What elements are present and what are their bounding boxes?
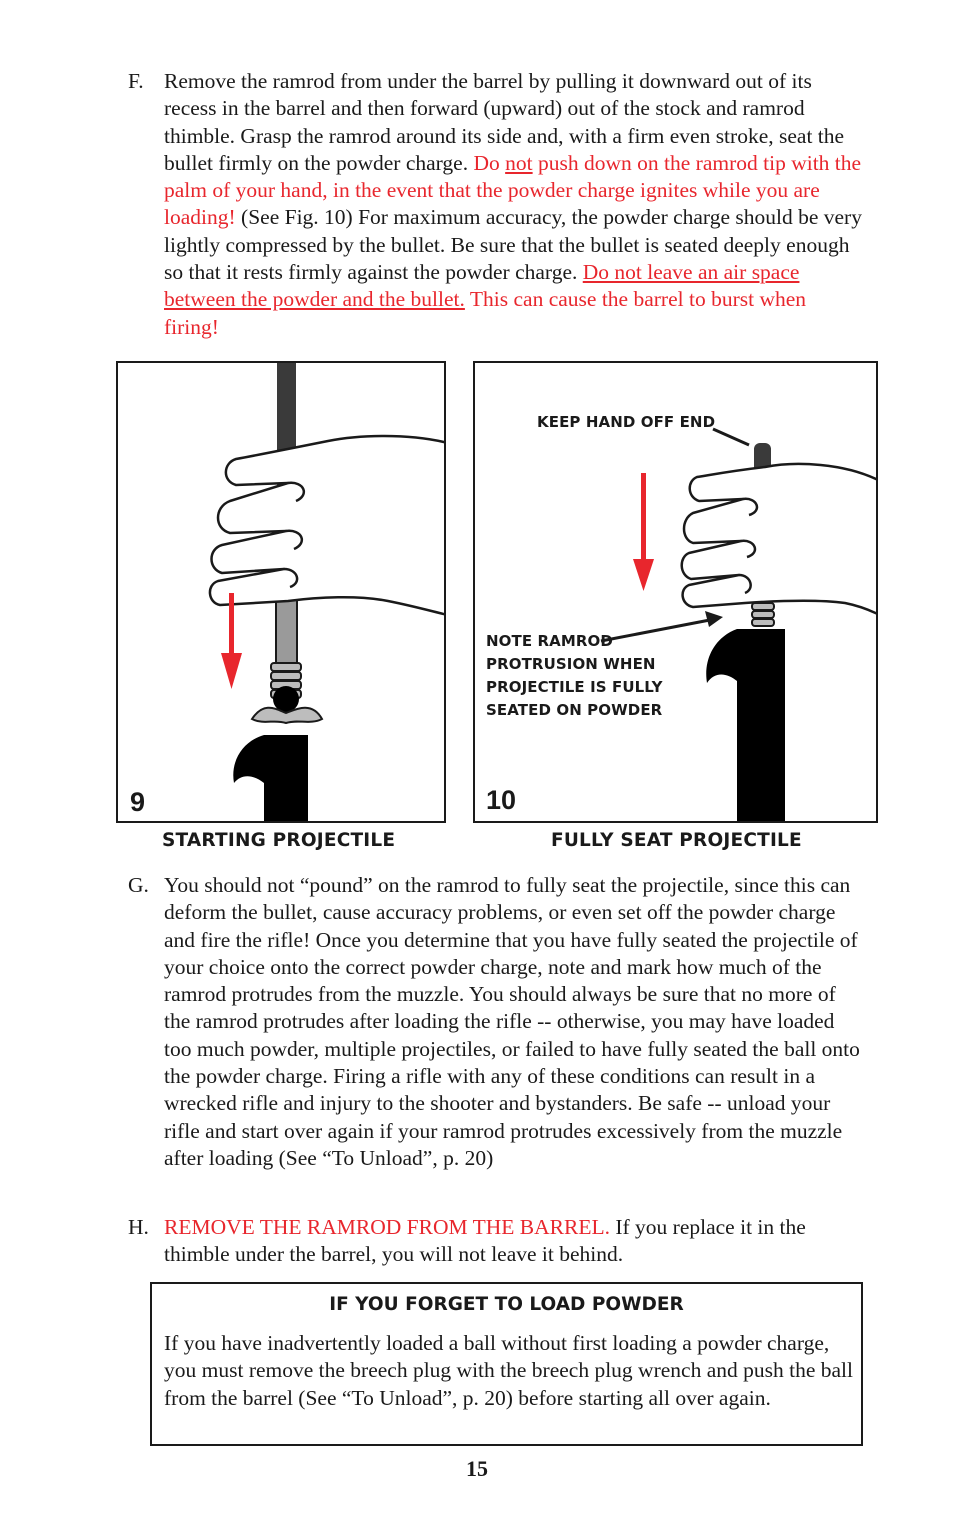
warning-palm-a: Do xyxy=(473,150,500,175)
leader-arrowhead-icon xyxy=(705,611,723,627)
callout-note-protrusion xyxy=(486,630,663,722)
paragraph-g-body: You should not “pound” on the ramrod to fully seat the projectile, since this can deform the bullet, cause accuracy problems, or even set off the powder charge and fire the rifle! Once you determine that you have fully seated the projectile of your choice onto the correct powder charge, note and mark how much of the ramrod protrudes from the muzzle. You should always be sure that no more of the ramrod protrudes after loading the rifle -- otherwise, you may have loaded too much powder, multiple projectiles, or failed to have fully seated the ball onto the powder charge. Firing a rifle with any of these conditions can result in a wrecked rifle and injury to the shooter and bystanders. Be safe -- unload your rifle and start over again if your ramrod protrudes excessively from the muzzle after loading (See “To Unload”, p. 20) xyxy=(164,873,860,1170)
item-letter-f: F. xyxy=(128,69,144,93)
notice-body: If you have inadvertently loaded a ball without first loading a powder charge, you must remove the breech plug with the breech plug wrench and push the ball from the barrel (See “To Unload”, p. 20) before starting all over again. xyxy=(164,1331,853,1410)
down-arrow-icon xyxy=(221,593,242,689)
callout-keep-hand-off: KEEP HAND OFF END xyxy=(537,413,716,431)
page-number: 15 xyxy=(466,1456,488,1481)
paragraph-g xyxy=(128,872,863,1172)
text-f-1: Remove the ramrod from under the barrel by pulling it downward out of its recess in the barrel and then forward (upward) out of the stock and ramrod thimble. Grasp the ramrod around its side and, with a firm even stroke, seat the bullet firmly on the powder charge. xyxy=(164,69,845,175)
hand-icon xyxy=(682,464,878,615)
leader-line-top-icon xyxy=(713,429,749,445)
ramrod-thread-icon xyxy=(752,603,774,626)
text-f-2: (See Fig. 10) For maximum accuracy, the powder charge should be very lightly compressed by the bullet. Be sure that the bullet is seated deeply enough so that it rests firmly against the powder charge. xyxy=(164,205,862,285)
barrel-muzzle-icon xyxy=(706,629,785,823)
callout-line: PROJECTILE IS FULLY xyxy=(486,678,663,696)
figure-9-illustration xyxy=(118,363,446,823)
callout-line: PROTRUSION WHEN xyxy=(486,655,656,673)
figure-10-number: 10 xyxy=(486,785,517,815)
paragraph-f xyxy=(128,68,863,341)
callout-line: NOTE RAMROD xyxy=(486,632,613,650)
figure-9-number: 9 xyxy=(130,787,146,817)
figure-9 xyxy=(116,361,446,823)
down-arrow-icon xyxy=(633,473,654,591)
figure-9-caption: STARTING PROJECTILE xyxy=(162,830,396,851)
notice-box xyxy=(150,1282,863,1446)
figure-10-caption: FULLY SEAT PROJECTILE xyxy=(551,830,802,851)
item-letter-h: H. xyxy=(128,1215,149,1239)
text-h: If you replace it in the thimble under the barrel, you will not leave it behind. xyxy=(164,1215,806,1267)
paragraph-h-body xyxy=(164,1214,863,1269)
warning-remove-ramrod: REMOVE THE RAMROD FROM THE BARREL. xyxy=(164,1215,610,1239)
warning-palm-not: not xyxy=(505,150,533,175)
paragraph-h xyxy=(128,1214,863,1269)
ramrod-metal-icon xyxy=(276,598,297,670)
callout-line: SEATED ON POWDER xyxy=(486,701,663,719)
figure-10 xyxy=(473,361,878,823)
notice-title: IF YOU FORGET TO LOAD POWDER xyxy=(329,1294,684,1315)
hand-icon xyxy=(210,436,446,615)
warning-palm-c: push down on the ramrod tip with the palm of your hand, in the event that the powder charge ignites while you are loading! xyxy=(164,150,862,230)
barrel-muzzle-icon xyxy=(233,735,308,823)
warning-burst: This can cause the barrel to burst when firing! xyxy=(164,287,807,339)
warning-air-space: Do not leave an air space between the powder and the bullet. xyxy=(164,260,800,312)
ball-icon xyxy=(273,686,299,712)
item-letter-g: G. xyxy=(128,873,149,897)
paragraph-f-body xyxy=(164,68,863,341)
